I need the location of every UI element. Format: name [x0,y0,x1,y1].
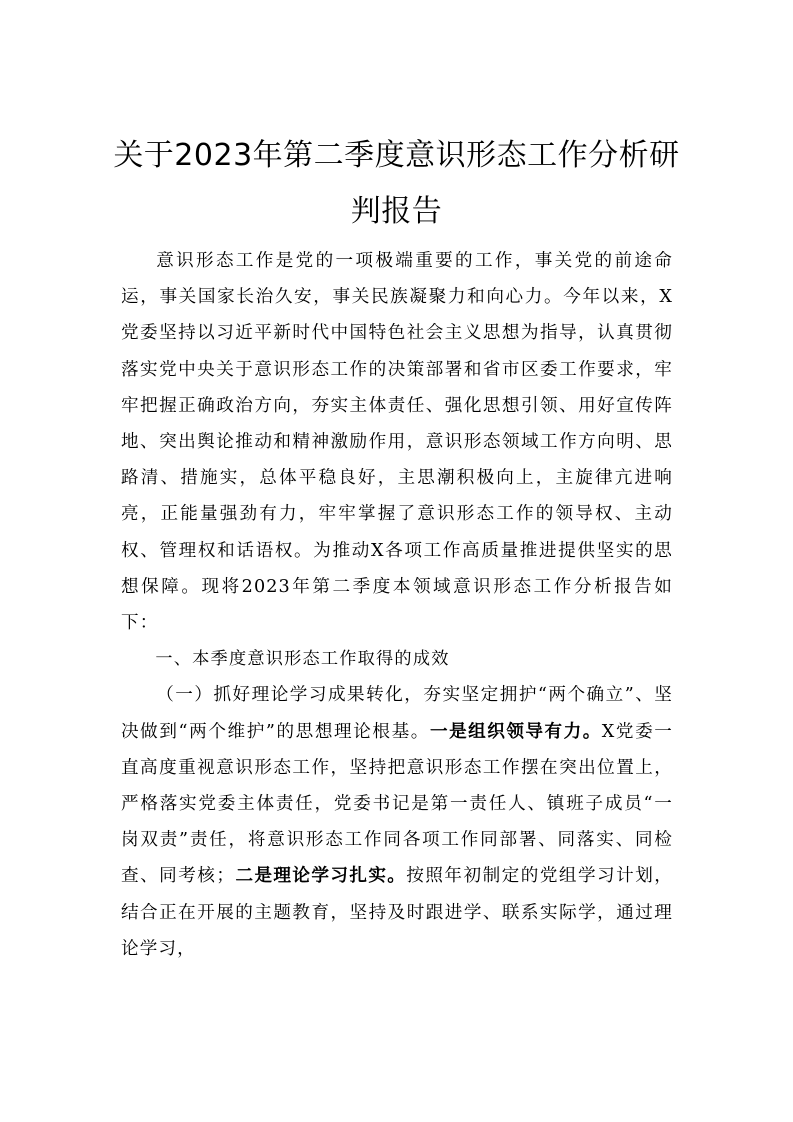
section-heading: 一、本季度意识形态工作取得的成效 [155,649,450,670]
document-body [121,243,673,967]
intro-paragraph: 意识形态工作是党的一项极端重要的工作，事关党的前途命运，事关国家长治久安，事关民族凝聚力和向心力。今年以来，X党委坚持以习近平新时代中国特色社会主义思想为指导，认真贯彻落实党中央关于意识形态工作的决策部署和省市区委工作要求，牢牢把握正确政治方向，夯实主体责任、强化思想引领、用好宣传阵地、突出舆论推动和精神激励作用，意识形态领域工作方向明、思路清、措施实，总体平稳良好，主思潮积极向上，主旋律亢进响亮，正能量强劲有力，牢牢掌握了意识形态工作的领导权、主动权、管理权和话语权。为推动X各项工作高质量推进提供坚实的思想保障。现将2023年第二季度本领域意识形态工作分析报告如下： [121,251,673,634]
point-one-title: 一是组织领导有力。 [430,721,602,742]
document-title: 关于2023年第二季度意识形态工作分析研判报告 [113,138,680,229]
point-two-text: 按照年初制定的党组学习计划，结合正在开展的主题教育，坚持及时跟进学、联系实际学，通过理论学习， [121,866,673,959]
point-one-text: X党委一直高度重视意识形态工作，坚持把意识形态工作摆在突出位置上，严格落实党委主体责任，党委书记是第一责任人、镇班子成员“一岗双责”责任，将意识形态工作同各项工作同部署、同落实、同检查、同考核； [121,721,673,887]
subsection-paragraph [121,677,673,967]
subsection-lead: （一）抓好理论学习成果转化，夯实坚定拥护“两个确立”、坚决做到“两个维护”的思想理论根基。 [121,685,673,742]
point-two-title: 二是理论学习扎实。 [235,866,407,887]
